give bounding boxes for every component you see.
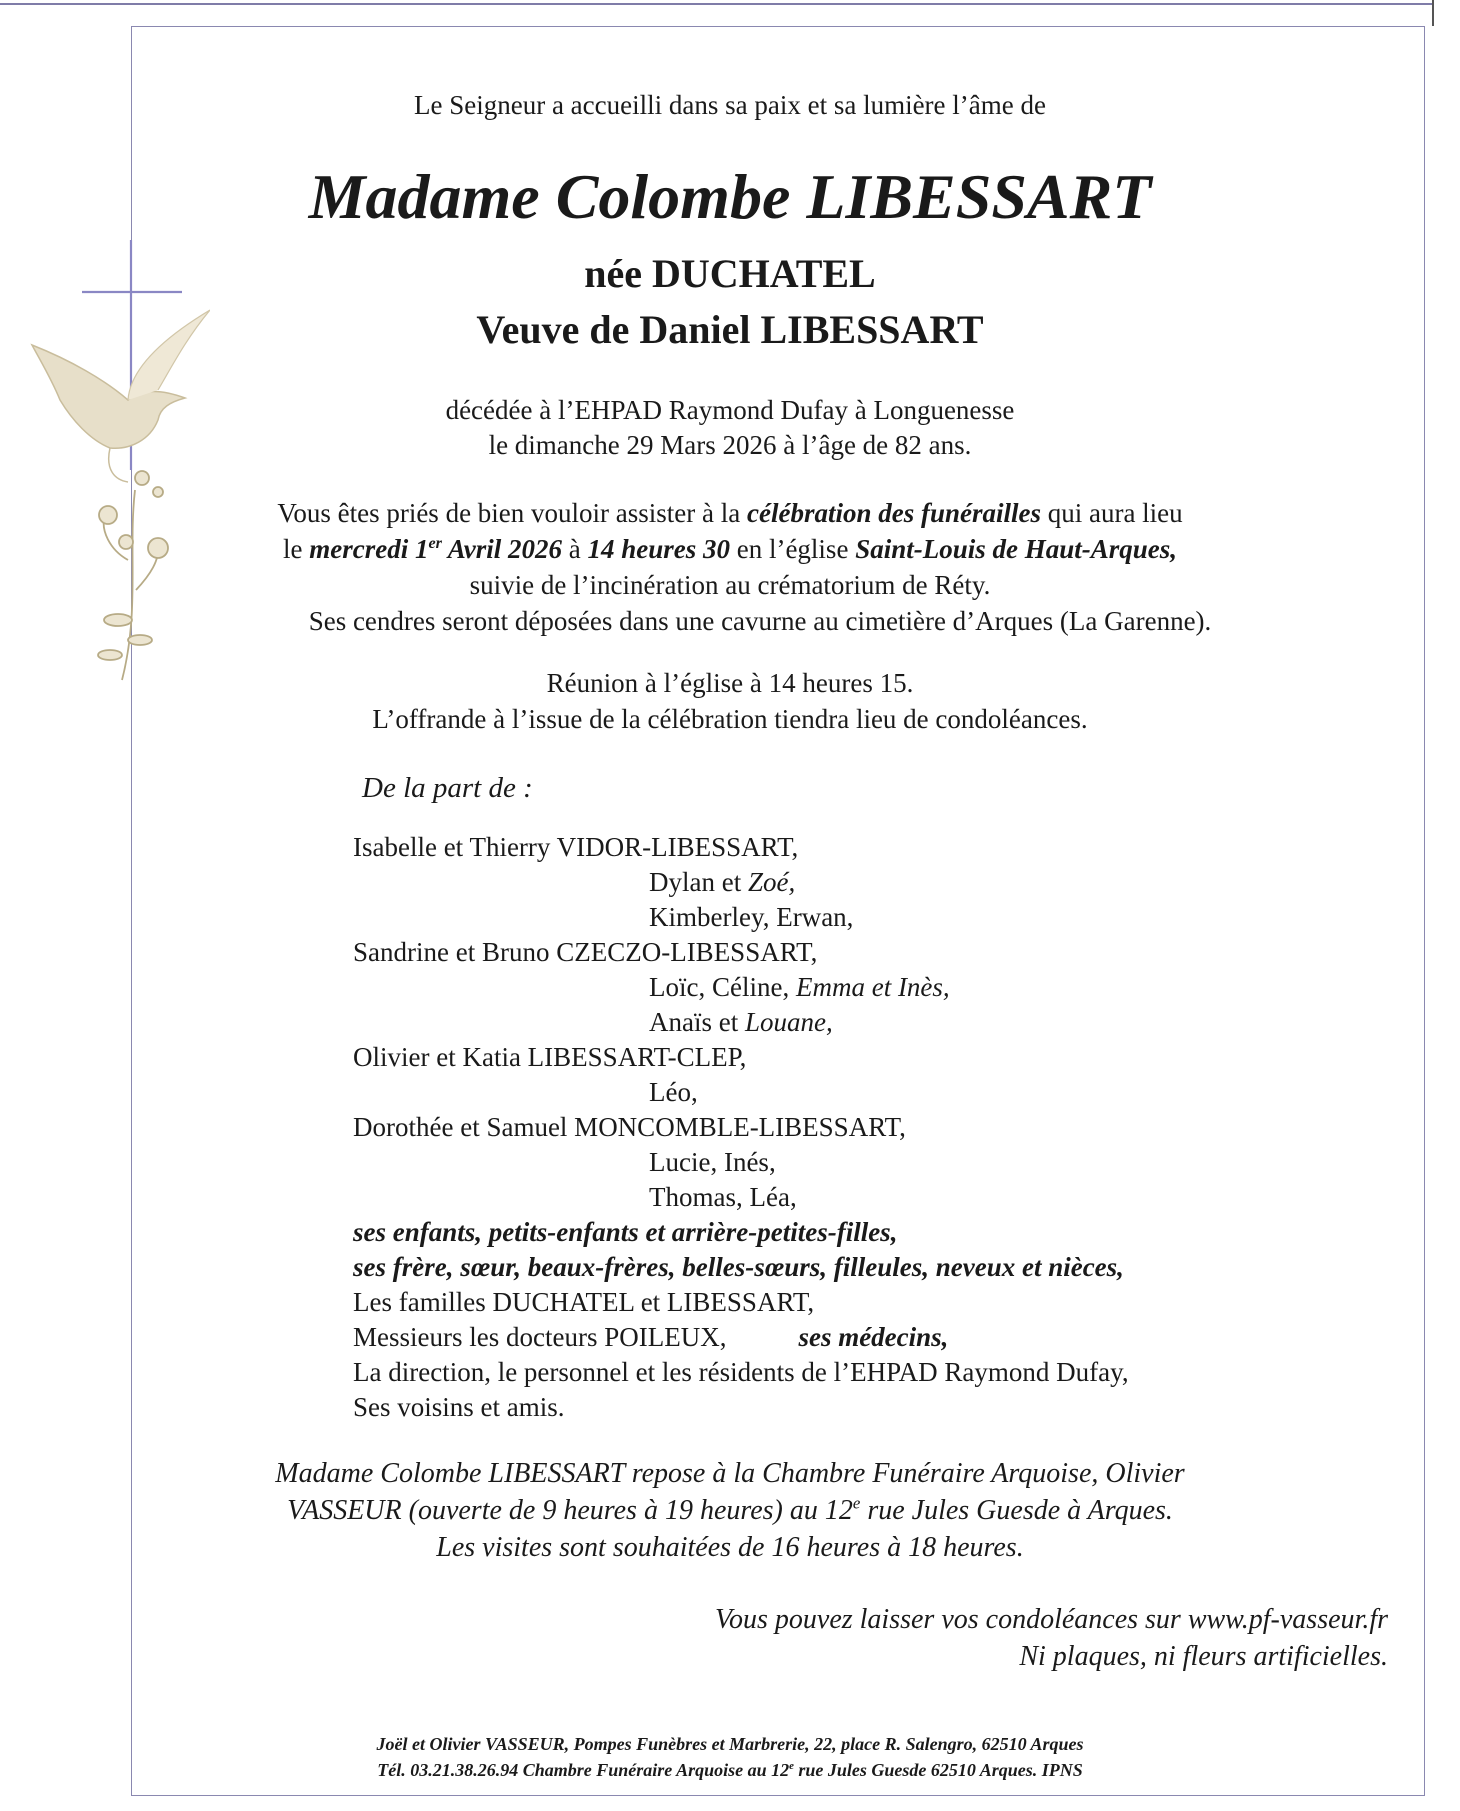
doctors-line: Messieurs les docteurs POILEUX, ses médecins, bbox=[353, 1322, 949, 1352]
corner-mark bbox=[1432, 0, 1434, 26]
ceremony-text: Vous êtes priés de bien vouloir assister à la bbox=[277, 498, 747, 528]
ceremony-time: 14 heures 30 bbox=[587, 534, 730, 564]
maiden-name: née DUCHATEL bbox=[584, 251, 876, 296]
repose-line-2: VASSEUR (ouverte de 9 heures à 19 heures) au 12e rue Jules Guesde à Arques. bbox=[287, 1493, 1173, 1526]
relatives-line: ses enfants, petits-enfants et arrière-petites-filles, bbox=[353, 1217, 898, 1247]
visits-line: Les visites sont souhaitées de 16 heures à 18 heures. bbox=[436, 1532, 1024, 1563]
repose-line-1: Madame Colombe LIBESSART repose à la Chambre Funéraire Arquoise, Olivier bbox=[275, 1458, 1185, 1489]
condolences-website: Vous pouvez laisser vos condoléances sur www.pf-vasseur.fr bbox=[715, 1604, 1388, 1635]
family-line: Dorothée et Samuel MONCOMBLE-LIBESSART, bbox=[353, 1112, 906, 1142]
families-line: Les familles DUCHATEL et LIBESSART, bbox=[353, 1287, 815, 1317]
family-line: Kimberley, Erwan, bbox=[649, 902, 854, 932]
widow-of: Veuve de Daniel LIBESSART bbox=[476, 307, 984, 352]
family-line: Dylan et Zoé, bbox=[649, 867, 796, 897]
ehpad-line: La direction, le personnel et les résidents de l’EHPAD Raymond Dufay, bbox=[353, 1357, 1129, 1387]
death-date: le dimanche 29 Mars 2026 à l’âge de 82 ans. bbox=[488, 430, 972, 460]
ceremony-emphasis: célébration des funérailles bbox=[746, 498, 1041, 528]
cremation-line: suivie de l’incinération au crématorium de Réty. bbox=[469, 570, 991, 600]
church-name: Saint-Louis de Haut-Arques, bbox=[855, 534, 1177, 564]
footer-funeral-home: Joël et Olivier VASSEUR, Pompes Funèbres et Marbrerie, 22, place R. Salengro, 62510 Arques bbox=[376, 1734, 1084, 1754]
from-label: De la part de : bbox=[362, 772, 533, 804]
ceremony-text: qui aura lieu bbox=[1040, 498, 1183, 528]
top-scan-line bbox=[0, 3, 1432, 5]
footer-contact: Tél. 03.21.38.26.94 Chambre Funéraire Arquoise au 12e rue Jules Guesde 62510 Arques. IPNS bbox=[377, 1760, 1083, 1780]
family-line: Léo, bbox=[649, 1077, 698, 1107]
family-line: Loïc, Céline, Emma et Inès, bbox=[649, 972, 950, 1002]
intro-text: Le Seigneur a accueilli dans sa paix et sa lumière l’âme de bbox=[414, 90, 1046, 120]
family-line: Isabelle et Thierry VIDOR-LIBESSART, bbox=[353, 832, 799, 862]
ashes-line: Ses cendres seront déposées dans une cavurne au cimetière d’Arques (La Garenne). bbox=[308, 606, 1212, 636]
ceremony-line-1 bbox=[0, 498, 1460, 529]
relatives-line: ses frère, sœur, beaux-frères, belles-sœurs, filleules, neveux et nièces, bbox=[353, 1252, 1124, 1282]
family-line: Lucie, Inés, bbox=[649, 1147, 776, 1177]
deceased-name: Madame Colombe LIBESSART bbox=[308, 161, 1152, 232]
neighbours-line: Ses voisins et amis. bbox=[353, 1392, 565, 1422]
death-place: décédée à l’EHPAD Raymond Dufay à Longuenesse bbox=[445, 395, 1015, 425]
offering-line: L’offrande à l’issue de la célébration tiendra lieu de condoléances. bbox=[372, 704, 1088, 734]
family-line: Thomas, Léa, bbox=[649, 1182, 797, 1212]
no-flowers-note: Ni plaques, ni fleurs artificielles. bbox=[1019, 1641, 1388, 1672]
family-line: Sandrine et Bruno CZECZO-LIBESSART, bbox=[353, 937, 818, 967]
ceremony-text: en l’église bbox=[729, 534, 856, 564]
ceremony-line-2 bbox=[0, 534, 1460, 565]
family-line: Olivier et Katia LIBESSART-CLEP, bbox=[353, 1042, 747, 1072]
meeting-line: Réunion à l’église à 14 heures 15. bbox=[546, 668, 914, 698]
ceremony-text: le bbox=[283, 534, 310, 564]
ceremony-date: mercredi 1er Avril 2026 bbox=[309, 534, 562, 564]
ceremony-text: à bbox=[561, 534, 588, 564]
family-line: Anaïs et Louane, bbox=[649, 1007, 833, 1037]
